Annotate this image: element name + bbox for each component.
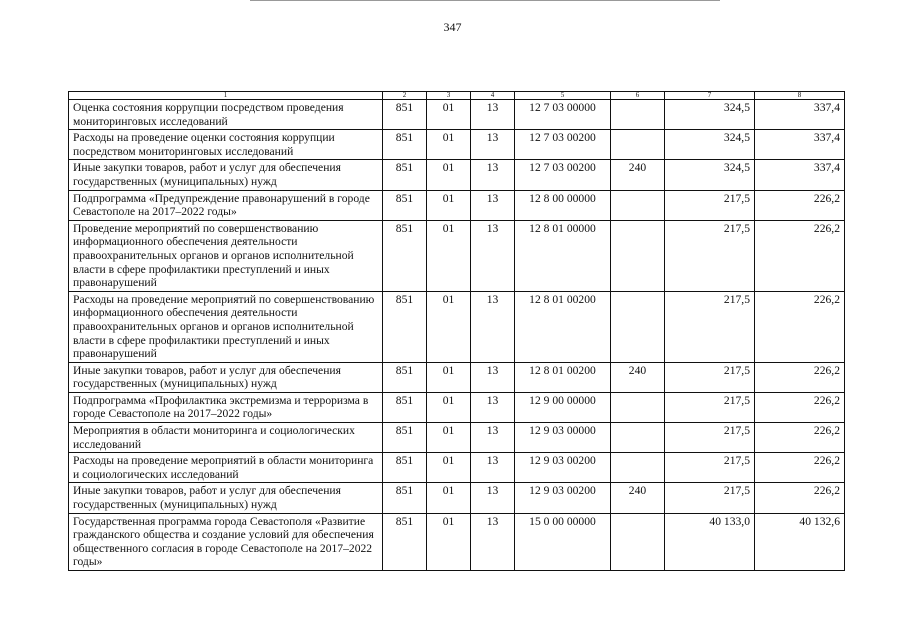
amount-year2-cell: 226,2 xyxy=(755,483,845,513)
grbs-cell: 851 xyxy=(383,392,427,422)
amount-year2-cell: 226,2 xyxy=(755,423,845,453)
amount-year2-cell: 226,2 xyxy=(755,190,845,220)
amount-year2-cell: 226,2 xyxy=(755,362,845,392)
expense-type-cell xyxy=(611,100,665,130)
grbs-cell: 851 xyxy=(383,100,427,130)
section-cell: 01 xyxy=(427,130,471,160)
grbs-cell: 851 xyxy=(383,130,427,160)
expense-type-cell xyxy=(611,423,665,453)
amount-year2-cell: 226,2 xyxy=(755,453,845,483)
expense-type-cell: 240 xyxy=(611,483,665,513)
subsection-cell: 13 xyxy=(471,513,515,570)
expense-type-cell xyxy=(611,392,665,422)
expense-type-cell xyxy=(611,190,665,220)
grbs-cell: 851 xyxy=(383,362,427,392)
subsection-cell: 13 xyxy=(471,220,515,291)
grbs-cell: 851 xyxy=(383,423,427,453)
section-cell: 01 xyxy=(427,362,471,392)
column-header: 1 xyxy=(69,92,383,100)
target-article-cell: 12 8 01 00200 xyxy=(515,291,611,362)
table-row xyxy=(69,291,845,362)
row-name-cell: Иные закупки товаров, работ и услуг для обеспечения государственных (муниципальных) нужд xyxy=(69,160,383,190)
amount-year1-cell: 217,5 xyxy=(665,291,755,362)
section-cell: 01 xyxy=(427,392,471,422)
row-name-cell: Расходы на проведение мероприятий по совершенствованию информационного обеспечения деятельности правоохранительных органов и органов исполнительной власти в сфере профилактики преступлений и иных правонарушений xyxy=(69,291,383,362)
column-header: 8 xyxy=(755,92,845,100)
row-name-cell: Подпрограмма «Предупреждение правонарушений в городе Севастополе на 2017–2022 годы» xyxy=(69,190,383,220)
column-header: 4 xyxy=(471,92,515,100)
amount-year2-cell: 337,4 xyxy=(755,130,845,160)
amount-year1-cell: 324,5 xyxy=(665,130,755,160)
table-body xyxy=(69,100,845,571)
grbs-cell: 851 xyxy=(383,291,427,362)
row-name-cell: Расходы на проведение мероприятий в области мониторинга и социологических исследований xyxy=(69,453,383,483)
section-cell: 01 xyxy=(427,190,471,220)
section-cell: 01 xyxy=(427,291,471,362)
amount-year1-cell: 217,5 xyxy=(665,423,755,453)
amount-year1-cell: 217,5 xyxy=(665,392,755,422)
target-article-cell: 12 8 01 00200 xyxy=(515,362,611,392)
subsection-cell: 13 xyxy=(471,423,515,453)
header-row xyxy=(69,92,845,100)
expense-type-cell xyxy=(611,453,665,483)
table-row xyxy=(69,220,845,291)
amount-year2-cell: 226,2 xyxy=(755,220,845,291)
target-article-cell: 12 7 03 00000 xyxy=(515,100,611,130)
column-header: 2 xyxy=(383,92,427,100)
amount-year1-cell: 217,5 xyxy=(665,190,755,220)
subsection-cell: 13 xyxy=(471,160,515,190)
amount-year2-cell: 337,4 xyxy=(755,100,845,130)
row-name-cell: Иные закупки товаров, работ и услуг для обеспечения государственных (муниципальных) нужд xyxy=(69,362,383,392)
expense-type-cell xyxy=(611,513,665,570)
amount-year1-cell: 217,5 xyxy=(665,483,755,513)
target-article-cell: 12 8 00 00000 xyxy=(515,190,611,220)
grbs-cell: 851 xyxy=(383,513,427,570)
amount-year2-cell: 226,2 xyxy=(755,291,845,362)
row-name-cell: Расходы на проведение оценки состояния коррупции посредством мониторинговых исследований xyxy=(69,130,383,160)
column-header: 3 xyxy=(427,92,471,100)
table-row xyxy=(69,392,845,422)
subsection-cell: 13 xyxy=(471,362,515,392)
section-cell: 01 xyxy=(427,220,471,291)
table-row xyxy=(69,362,845,392)
target-article-cell: 15 0 00 00000 xyxy=(515,513,611,570)
table-row xyxy=(69,130,845,160)
grbs-cell: 851 xyxy=(383,220,427,291)
amount-year2-cell: 40 132,6 xyxy=(755,513,845,570)
row-name-cell: Мероприятия в области мониторинга и социологических исследований xyxy=(69,423,383,453)
section-cell: 01 xyxy=(427,100,471,130)
grbs-cell: 851 xyxy=(383,160,427,190)
grbs-cell: 851 xyxy=(383,483,427,513)
section-cell: 01 xyxy=(427,423,471,453)
section-cell: 01 xyxy=(427,513,471,570)
table-row xyxy=(69,160,845,190)
subsection-cell: 13 xyxy=(471,291,515,362)
table-row xyxy=(69,453,845,483)
row-name-cell: Проведение мероприятий по совершенствованию информационного обеспечения деятельности правоохранительных органов и органов исполнительной власти в сфере профилактики преступлений и иных правонарушений xyxy=(69,220,383,291)
expense-type-cell xyxy=(611,130,665,160)
amount-year1-cell: 324,5 xyxy=(665,100,755,130)
table-row xyxy=(69,423,845,453)
subsection-cell: 13 xyxy=(471,190,515,220)
column-header: 7 xyxy=(665,92,755,100)
column-header: 5 xyxy=(515,92,611,100)
row-name-cell: Оценка состояния коррупции посредством проведения мониторинговых исследований xyxy=(69,100,383,130)
subsection-cell: 13 xyxy=(471,100,515,130)
amount-year1-cell: 324,5 xyxy=(665,160,755,190)
expense-type-cell: 240 xyxy=(611,160,665,190)
column-header: 6 xyxy=(611,92,665,100)
target-article-cell: 12 9 03 00200 xyxy=(515,453,611,483)
subsection-cell: 13 xyxy=(471,130,515,160)
row-name-cell: Подпрограмма «Профилактика экстремизма и терроризма в городе Севастополе на 2017–2022 годы» xyxy=(69,392,383,422)
amount-year2-cell: 337,4 xyxy=(755,160,845,190)
subsection-cell: 13 xyxy=(471,392,515,422)
target-article-cell: 12 8 01 00000 xyxy=(515,220,611,291)
page-number: 347 xyxy=(443,20,462,34)
amount-year1-cell: 40 133,0 xyxy=(665,513,755,570)
table-row xyxy=(69,190,845,220)
expense-type-cell: 240 xyxy=(611,362,665,392)
amount-year1-cell: 217,5 xyxy=(665,453,755,483)
grbs-cell: 851 xyxy=(383,453,427,483)
section-cell: 01 xyxy=(427,453,471,483)
row-name-cell: Иные закупки товаров, работ и услуг для обеспечения государственных (муниципальных) нужд xyxy=(69,483,383,513)
subsection-cell: 13 xyxy=(471,483,515,513)
target-article-cell: 12 9 00 00000 xyxy=(515,392,611,422)
budget-table xyxy=(68,91,845,571)
table-row xyxy=(69,513,845,570)
section-cell: 01 xyxy=(427,160,471,190)
expense-type-cell xyxy=(611,291,665,362)
top-border-line xyxy=(250,0,720,1)
subsection-cell: 13 xyxy=(471,453,515,483)
target-article-cell: 12 7 03 00200 xyxy=(515,130,611,160)
target-article-cell: 12 9 03 00200 xyxy=(515,483,611,513)
row-name-cell: Государственная программа города Севастополя «Развитие гражданского общества и создание условий для обеспечения общественного согласия в городе Севастополе на 2017–2022 годы» xyxy=(69,513,383,570)
amount-year1-cell: 217,5 xyxy=(665,362,755,392)
grbs-cell: 851 xyxy=(383,190,427,220)
table-row xyxy=(69,100,845,130)
target-article-cell: 12 7 03 00200 xyxy=(515,160,611,190)
amount-year2-cell: 226,2 xyxy=(755,392,845,422)
expense-type-cell xyxy=(611,220,665,291)
amount-year1-cell: 217,5 xyxy=(665,220,755,291)
section-cell: 01 xyxy=(427,483,471,513)
target-article-cell: 12 9 03 00000 xyxy=(515,423,611,453)
table-row xyxy=(69,483,845,513)
